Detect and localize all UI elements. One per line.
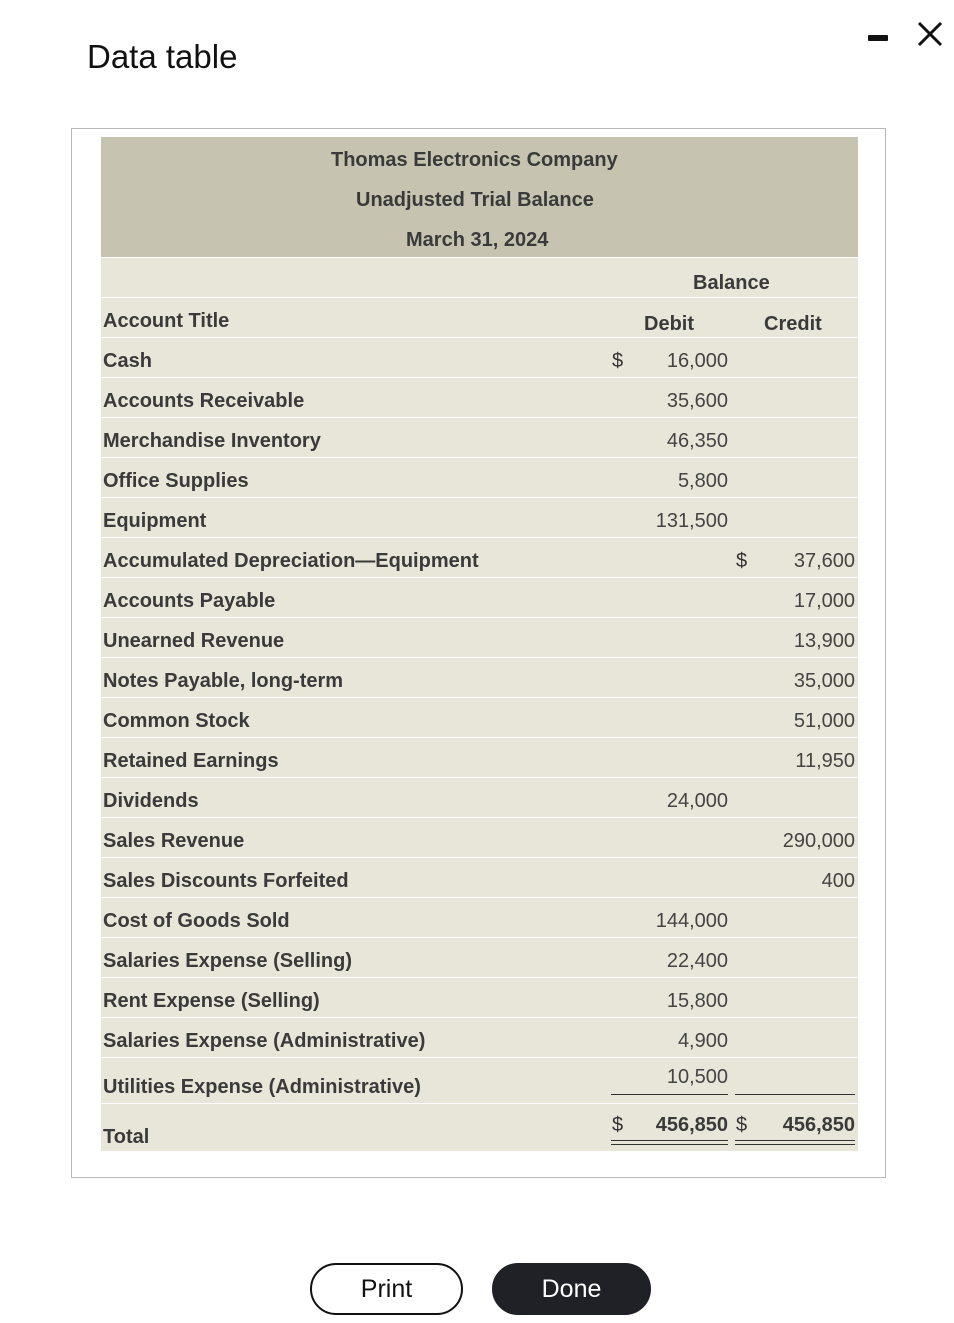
table-row [101,577,858,617]
debit-amount: 144,000 [655,910,728,932]
debit-amount: 131,500 [655,510,728,532]
table-row [101,457,858,497]
table-row [101,497,858,537]
minimize-icon [868,35,888,41]
account-name: Sales Discounts Forfeited [103,870,349,892]
credit-amount: 35,000 [793,670,855,692]
balance-header-row [101,257,858,297]
account-name: Merchandise Inventory [103,430,321,452]
close-button[interactable] [914,18,946,50]
account-name: Accumulated Depreciation—Equipment [103,550,479,572]
account-name: Sales Revenue [103,830,245,852]
table-row [101,417,858,457]
account-name: Dividends [103,790,199,812]
report-title: Unadjusted Trial Balance [356,189,594,211]
credit-currency-sign: $ [736,1114,748,1136]
total-debit: 456,850 [655,1114,728,1136]
debit-subtotal-rule [611,1094,728,1095]
account-name: Rent Expense (Selling) [103,990,320,1012]
account-name: Equipment [103,510,207,532]
debit-amount: 35,600 [666,390,728,412]
table-row [101,817,858,857]
debit-amount: 22,400 [666,950,728,972]
debit-currency-sign: $ [612,1114,624,1136]
credit-header: Credit [764,313,822,335]
credit-total-double-rule [735,1140,855,1145]
account-name: Retained Earnings [103,750,279,772]
debit-currency-sign: $ [612,350,624,372]
account-name: Accounts Receivable [103,390,305,412]
credit-amount: 51,000 [793,710,855,732]
credit-currency-sign: $ [736,550,748,572]
table-row [101,1017,858,1057]
table-row [101,777,858,817]
table-row [101,977,858,1017]
dialog-title: Data table [87,38,238,75]
credit-amount: 290,000 [782,830,855,852]
account-name: Salaries Expense (Selling) [103,950,352,972]
table-row [101,657,858,697]
close-icon [914,18,946,50]
report-date: March 31, 2024 [406,229,549,251]
done-button[interactable]: Done [492,1263,651,1315]
debit-amount: 15,800 [666,990,728,1012]
account-name: Common Stock [103,710,250,732]
account-name: Cost of Goods Sold [103,910,290,932]
balance-label: Balance [693,272,770,294]
debit-header: Debit [644,313,694,335]
account-name: Utilities Expense (Administrative) [103,1076,421,1098]
debit-amount: 24,000 [666,790,728,812]
account-title-header: Account Title [103,310,230,332]
table-row [101,737,858,777]
account-name: Cash [103,350,152,372]
debit-amount: 5,800 [677,470,728,492]
company-name: Thomas Electronics Company [331,149,618,171]
total-credit: 456,850 [782,1114,855,1136]
table-row [101,617,858,657]
credit-amount: 17,000 [793,590,855,612]
print-button[interactable]: Print [310,1263,463,1315]
debit-amount: 46,350 [666,430,728,452]
account-name: Notes Payable, long-term [103,670,344,692]
credit-amount: 37,600 [793,550,855,572]
statement-header [101,137,858,257]
credit-amount: 13,900 [793,630,855,652]
table-row [101,937,858,977]
debit-amount: 4,900 [677,1030,728,1052]
credit-amount: 11,950 [795,750,855,772]
debit-total-double-rule [611,1140,728,1145]
table-row [101,897,858,937]
column-header-row [101,297,858,337]
account-name: Salaries Expense (Administrative) [103,1030,426,1052]
account-name: Accounts Payable [103,590,276,612]
total-label: Total [103,1126,150,1148]
debit-amount: 10,500 [666,1066,728,1088]
total-row [101,1103,858,1151]
table-row [101,697,858,737]
credit-subtotal-rule [735,1094,855,1095]
table-row [101,377,858,417]
table-row [101,857,858,897]
table-row [101,337,858,377]
debit-amount: 16,000 [666,350,728,372]
credit-amount: 400 [821,870,855,892]
account-name: Unearned Revenue [103,630,285,652]
trial-balance-table [101,137,858,1151]
table-row [101,537,858,577]
account-name: Office Supplies [103,470,249,492]
table-row [101,1057,858,1103]
minimize-button[interactable] [866,26,890,50]
